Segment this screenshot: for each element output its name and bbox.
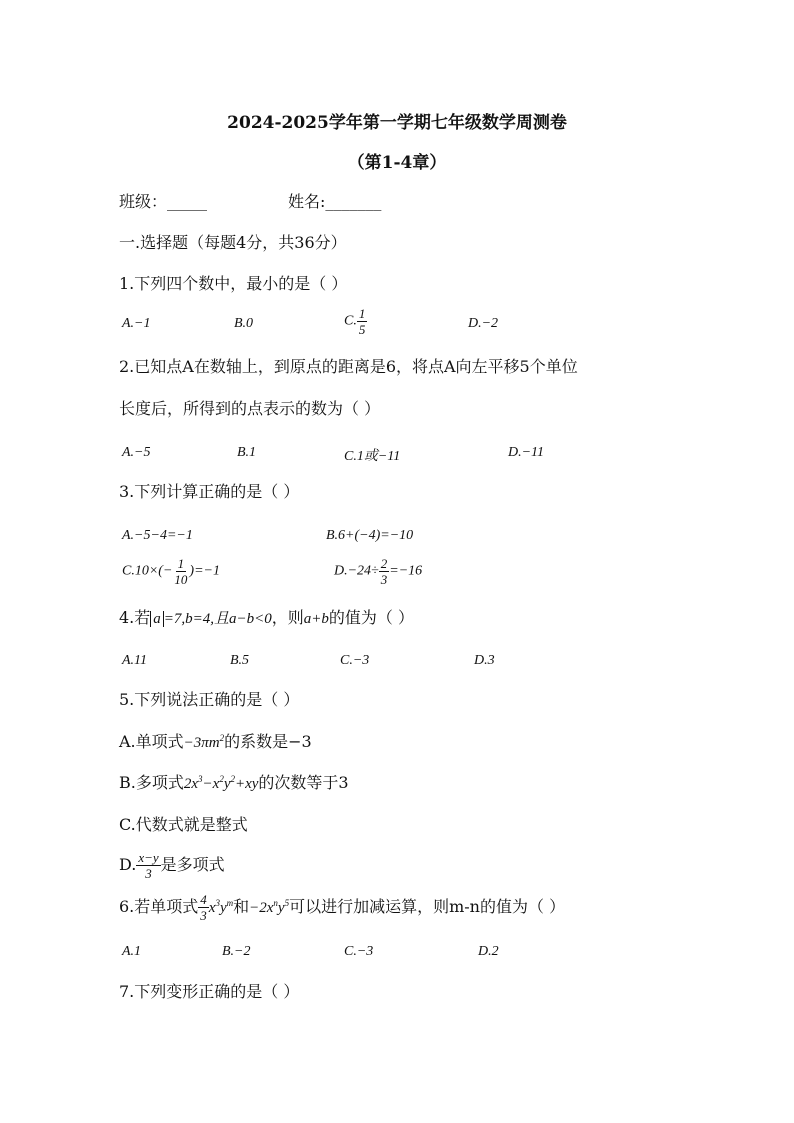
term: −2x [249,900,274,916]
q4-suffix: 的值为（ ） [328,608,415,627]
exponent: 2 [219,733,225,743]
q6-prefix: 6.若单项式 [119,897,199,916]
q3-option-d [334,556,422,587]
q1-option-c [344,306,367,337]
q4-condition [150,611,272,627]
fraction-denominator: 10 [174,572,188,587]
exponent: 3 [215,898,220,908]
question-1-stem: 1.下列四个数中，最小的是（ ） [119,274,348,293]
q3-option-b: B.6+(−4)=−10 [326,528,414,543]
q6-option-c: C.−3 [344,944,374,959]
q5-option-d-suffix: 是多项式 [160,855,225,874]
q5-option-a [119,732,312,753]
fraction-denominator: 5 [358,322,366,337]
q4-mid: ，则 [271,608,304,627]
q5-option-d [119,850,225,881]
exponent: n [273,898,278,908]
term: 2x [183,776,199,792]
q2-option-a: A.−5 [122,445,151,460]
q2-option-d: D.−11 [508,445,545,460]
q6-coefficient-fraction [198,892,209,923]
term: −x [202,776,220,792]
name-field: 姓名:_______ [288,192,382,211]
q1-option-a: A.−1 [122,316,151,331]
q6-suffix: 可以进行加减运算，则m-n的值为（ ） [289,897,566,916]
fraction-numerator: 1 [358,306,366,321]
q4-option-b: B.5 [230,653,250,668]
exponent: m [226,898,234,908]
exponent: 5 [284,898,290,908]
section-heading: 一.选择题（每题4分，共36分） [119,233,347,252]
term: x [208,900,216,916]
term: y [223,776,231,792]
q5-option-a-suffix: 的系数是−3 [224,732,312,751]
exam-subtitle: （第1-4章） [347,153,447,173]
fraction-denominator: 3 [200,908,207,923]
exponent: 2 [219,774,224,784]
question-2-stem-line2: 长度后，所得到的点表示的数为（ ） [119,399,381,418]
class-field: 班级：_____ [119,192,208,211]
q1-option-c-fraction [357,306,368,337]
fraction-numerator: 4 [200,892,207,907]
exam-title: 2024-2025学年第一学期七年级数学周测卷 [227,113,567,133]
question-2-stem-line1: 2.已知点A在数轴上，到原点的距离是6，将点A向左平移5个单位 [119,357,578,376]
q5-option-d-prefix: D. [119,855,137,874]
monomial: −3πm [183,735,220,751]
q1-option-c-prefix: C. [344,313,357,329]
q2-option-c: C.1或−11 [344,449,401,464]
term: y [277,900,285,916]
absolute-value: a [150,611,164,627]
q5-option-b [119,773,349,794]
fraction-numerator: 2 [380,556,388,571]
q5-option-b-prefix: B.多项式 [119,773,184,792]
q6-option-d: D.2 [478,944,499,959]
fraction-numerator: 1 [177,556,185,571]
q3-option-d-suffix: =−16 [389,563,423,579]
q1-option-b: B.0 [234,316,254,331]
q6-and: 和 [233,897,250,916]
question-6-stem [119,892,565,923]
question-3-stem: 3.下列计算正确的是（ ） [119,482,300,501]
q5-option-d-fraction [136,850,160,881]
exponent: 3 [198,774,203,784]
q5-option-b-polynomial [184,776,259,792]
q4-option-c: C.−3 [340,653,370,668]
q3-option-d-prefix: D.−24÷ [334,563,379,579]
fraction-denominator: 3 [145,866,152,881]
q3-option-c [122,556,220,587]
q4-condition-rest: =7,b=4,且a−b<0 [163,611,272,627]
question-7-stem: 7.下列变形正确的是（ ） [119,982,300,1001]
q6-option-b: B.−2 [222,944,251,959]
q4-expression: a+b [303,611,329,627]
q2-option-b: B.1 [237,445,257,460]
q5-option-c: C.代数式就是整式 [119,815,248,834]
q4-option-d: D.3 [474,653,495,668]
q3-option-d-fraction [379,556,390,587]
fraction-denominator: 3 [380,572,388,587]
q6-option-a: A.1 [122,944,142,959]
q1-option-d: D.−2 [468,316,499,331]
q5-option-a-prefix: A.单项式 [119,732,184,751]
q3-option-c-fraction [172,556,189,587]
fraction-numerator: x−y [138,850,159,865]
q3-option-c-prefix: C.10×(− [122,563,173,579]
q6-monomial-2 [249,900,289,916]
q3-option-a: A.−5−4=−1 [122,528,193,543]
q3-option-c-suffix: )=−1 [189,563,220,579]
question-5-stem: 5.下列说法正确的是（ ） [119,690,300,709]
q5-option-a-math [184,735,224,751]
term: y [219,900,227,916]
q5-option-b-suffix: 的次数等于3 [258,773,349,792]
question-4-stem [119,608,414,629]
term: +xy [234,776,259,792]
q6-monomial-1 [209,900,233,916]
q4-prefix: 4.若 [119,608,151,627]
q4-option-a: A.11 [122,653,148,668]
exponent: 2 [230,774,235,784]
